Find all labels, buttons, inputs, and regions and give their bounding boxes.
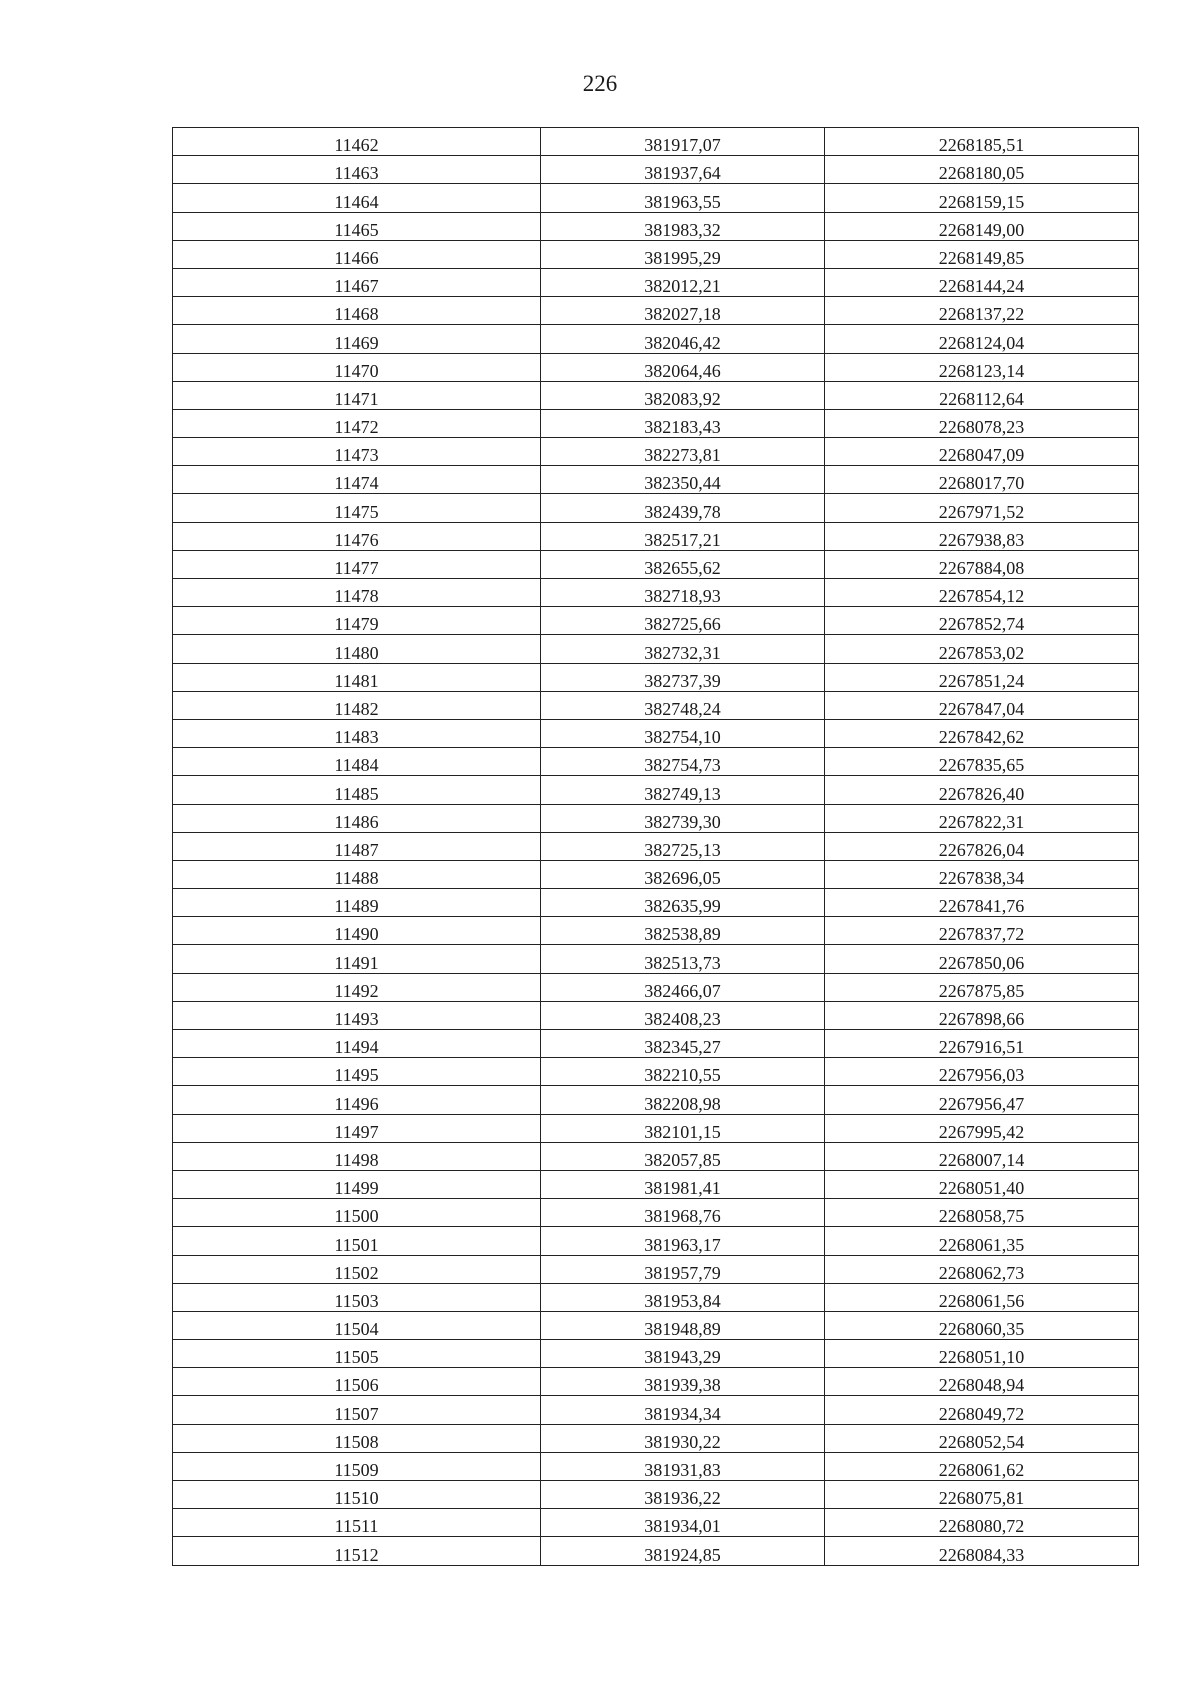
x-coordinate-cell: 382725,66 [541,607,825,635]
y-coordinate-cell: 2268123,14 [825,353,1139,381]
table-row [173,579,1139,607]
x-coordinate-cell: 381963,55 [541,184,825,212]
coordinates-table [172,127,1139,1566]
point-number-cell: 11476 [173,522,541,550]
table-row [173,1255,1139,1283]
y-coordinate-cell: 2267851,24 [825,663,1139,691]
table-row [173,184,1139,212]
x-coordinate-cell: 382655,62 [541,550,825,578]
y-coordinate-cell: 2268017,70 [825,466,1139,494]
x-coordinate-cell: 381931,83 [541,1452,825,1480]
x-coordinate-cell: 382748,24 [541,691,825,719]
table-row [173,663,1139,691]
table-row [173,1086,1139,1114]
x-coordinate-cell: 382064,46 [541,353,825,381]
y-coordinate-cell: 2267898,66 [825,1001,1139,1029]
y-coordinate-cell: 2267916,51 [825,1030,1139,1058]
table-row [173,325,1139,353]
y-coordinate-cell: 2267853,02 [825,635,1139,663]
table-row [173,691,1139,719]
x-coordinate-cell: 382083,92 [541,381,825,409]
table-row [173,804,1139,832]
table-row [173,1509,1139,1537]
point-number-cell: 11512 [173,1537,541,1565]
y-coordinate-cell: 2267822,31 [825,804,1139,832]
y-coordinate-cell: 2267854,12 [825,579,1139,607]
point-number-cell: 11500 [173,1199,541,1227]
y-coordinate-cell: 2267838,34 [825,860,1139,888]
table-row [173,1396,1139,1424]
point-number-cell: 11468 [173,297,541,325]
y-coordinate-cell: 2268047,09 [825,438,1139,466]
point-number-cell: 11510 [173,1481,541,1509]
y-coordinate-cell: 2268061,35 [825,1227,1139,1255]
x-coordinate-cell: 382739,30 [541,804,825,832]
x-coordinate-cell: 382210,55 [541,1058,825,1086]
x-coordinate-cell: 382101,15 [541,1114,825,1142]
table-row [173,1170,1139,1198]
table-row [173,466,1139,494]
x-coordinate-cell: 382696,05 [541,860,825,888]
point-number-cell: 11471 [173,381,541,409]
point-number-cell: 11503 [173,1283,541,1311]
y-coordinate-cell: 2268149,85 [825,240,1139,268]
y-coordinate-cell: 2267826,40 [825,776,1139,804]
y-coordinate-cell: 2267875,85 [825,973,1139,1001]
x-coordinate-cell: 381924,85 [541,1537,825,1565]
point-number-cell: 11462 [173,128,541,156]
coordinates-table-body [173,128,1139,1566]
y-coordinate-cell: 2268060,35 [825,1311,1139,1339]
point-number-cell: 11491 [173,945,541,973]
table-row [173,240,1139,268]
table-row [173,438,1139,466]
y-coordinate-cell: 2267842,62 [825,719,1139,747]
y-coordinate-cell: 2267852,74 [825,607,1139,635]
y-coordinate-cell: 2268007,14 [825,1142,1139,1170]
x-coordinate-cell: 381930,22 [541,1424,825,1452]
x-coordinate-cell: 382057,85 [541,1142,825,1170]
table-row [173,860,1139,888]
y-coordinate-cell: 2268062,73 [825,1255,1139,1283]
x-coordinate-cell: 382635,99 [541,889,825,917]
y-coordinate-cell: 2267826,04 [825,832,1139,860]
table-row [173,268,1139,296]
point-number-cell: 11477 [173,550,541,578]
point-number-cell: 11508 [173,1424,541,1452]
point-number-cell: 11469 [173,325,541,353]
table-row [173,1283,1139,1311]
table-row [173,1227,1139,1255]
point-number-cell: 11490 [173,917,541,945]
x-coordinate-cell: 382027,18 [541,297,825,325]
point-number-cell: 11486 [173,804,541,832]
x-coordinate-cell: 382408,23 [541,1001,825,1029]
point-number-cell: 11482 [173,691,541,719]
table-row [173,1481,1139,1509]
y-coordinate-cell: 2268052,54 [825,1424,1139,1452]
point-number-cell: 11484 [173,748,541,776]
x-coordinate-cell: 381981,41 [541,1170,825,1198]
y-coordinate-cell: 2267837,72 [825,917,1139,945]
x-coordinate-cell: 382718,93 [541,579,825,607]
y-coordinate-cell: 2268051,10 [825,1340,1139,1368]
x-coordinate-cell: 381983,32 [541,212,825,240]
point-number-cell: 11483 [173,719,541,747]
point-number-cell: 11498 [173,1142,541,1170]
point-number-cell: 11488 [173,860,541,888]
x-coordinate-cell: 382513,73 [541,945,825,973]
page-number: 226 [582,71,618,96]
y-coordinate-cell: 2268180,05 [825,156,1139,184]
point-number-cell: 11470 [173,353,541,381]
table-row [173,1424,1139,1452]
x-coordinate-cell: 382466,07 [541,973,825,1001]
table-row [173,353,1139,381]
x-coordinate-cell: 381917,07 [541,128,825,156]
x-coordinate-cell: 382538,89 [541,917,825,945]
point-number-cell: 11465 [173,212,541,240]
table-row [173,1114,1139,1142]
y-coordinate-cell: 2268124,04 [825,325,1139,353]
point-number-cell: 11511 [173,1509,541,1537]
x-coordinate-cell: 381939,38 [541,1368,825,1396]
y-coordinate-cell: 2268078,23 [825,409,1139,437]
y-coordinate-cell: 2267884,08 [825,550,1139,578]
y-coordinate-cell: 2267956,03 [825,1058,1139,1086]
y-coordinate-cell: 2267995,42 [825,1114,1139,1142]
table-row [173,748,1139,776]
x-coordinate-cell: 382208,98 [541,1086,825,1114]
x-coordinate-cell: 382517,21 [541,522,825,550]
y-coordinate-cell: 2268112,64 [825,381,1139,409]
table-row [173,607,1139,635]
point-number-cell: 11480 [173,635,541,663]
point-number-cell: 11466 [173,240,541,268]
y-coordinate-cell: 2268048,94 [825,1368,1139,1396]
point-number-cell: 11499 [173,1170,541,1198]
x-coordinate-cell: 382012,21 [541,268,825,296]
table-row [173,550,1139,578]
table-row [173,1058,1139,1086]
x-coordinate-cell: 381948,89 [541,1311,825,1339]
table-row [173,1030,1139,1058]
point-number-cell: 11467 [173,268,541,296]
x-coordinate-cell: 382732,31 [541,635,825,663]
table-row [173,381,1139,409]
point-number-cell: 11504 [173,1311,541,1339]
x-coordinate-cell: 382345,27 [541,1030,825,1058]
y-coordinate-cell: 2268080,72 [825,1509,1139,1537]
point-number-cell: 11475 [173,494,541,522]
table-row [173,1199,1139,1227]
point-number-cell: 11507 [173,1396,541,1424]
x-coordinate-cell: 381995,29 [541,240,825,268]
table-row [173,212,1139,240]
x-coordinate-cell: 382273,81 [541,438,825,466]
x-coordinate-cell: 382754,73 [541,748,825,776]
y-coordinate-cell: 2268049,72 [825,1396,1139,1424]
x-coordinate-cell: 382183,43 [541,409,825,437]
point-number-cell: 11474 [173,466,541,494]
point-number-cell: 11463 [173,156,541,184]
table-row [173,917,1139,945]
table-row [173,297,1139,325]
table-row [173,973,1139,1001]
y-coordinate-cell: 2268137,22 [825,297,1139,325]
point-number-cell: 11501 [173,1227,541,1255]
point-number-cell: 11506 [173,1368,541,1396]
point-number-cell: 11473 [173,438,541,466]
y-coordinate-cell: 2268084,33 [825,1537,1139,1565]
x-coordinate-cell: 382754,10 [541,719,825,747]
table-row [173,635,1139,663]
y-coordinate-cell: 2268149,00 [825,212,1139,240]
y-coordinate-cell: 2267835,65 [825,748,1139,776]
point-number-cell: 11495 [173,1058,541,1086]
y-coordinate-cell: 2267850,06 [825,945,1139,973]
y-coordinate-cell: 2267938,83 [825,522,1139,550]
x-coordinate-cell: 382749,13 [541,776,825,804]
table-row [173,156,1139,184]
point-number-cell: 11464 [173,184,541,212]
y-coordinate-cell: 2268159,15 [825,184,1139,212]
y-coordinate-cell: 2268075,81 [825,1481,1139,1509]
x-coordinate-cell: 381963,17 [541,1227,825,1255]
point-number-cell: 11485 [173,776,541,804]
table-row [173,1340,1139,1368]
y-coordinate-cell: 2268144,24 [825,268,1139,296]
point-number-cell: 11502 [173,1255,541,1283]
x-coordinate-cell: 382725,13 [541,832,825,860]
table-row [173,832,1139,860]
x-coordinate-cell: 381934,34 [541,1396,825,1424]
table-row [173,889,1139,917]
point-number-cell: 11487 [173,832,541,860]
y-coordinate-cell: 2267847,04 [825,691,1139,719]
x-coordinate-cell: 381934,01 [541,1509,825,1537]
x-coordinate-cell: 382046,42 [541,325,825,353]
table-row [173,409,1139,437]
x-coordinate-cell: 382737,39 [541,663,825,691]
y-coordinate-cell: 2268061,62 [825,1452,1139,1480]
point-number-cell: 11492 [173,973,541,1001]
point-number-cell: 11496 [173,1086,541,1114]
x-coordinate-cell: 381968,76 [541,1199,825,1227]
table-row [173,128,1139,156]
table-row [173,1311,1139,1339]
x-coordinate-cell: 381953,84 [541,1283,825,1311]
table-row [173,1452,1139,1480]
table-row [173,719,1139,747]
table-row [173,494,1139,522]
table-row [173,1142,1139,1170]
x-coordinate-cell: 381957,79 [541,1255,825,1283]
point-number-cell: 11494 [173,1030,541,1058]
table-row [173,1537,1139,1565]
x-coordinate-cell: 381937,64 [541,156,825,184]
x-coordinate-cell: 381943,29 [541,1340,825,1368]
y-coordinate-cell: 2268058,75 [825,1199,1139,1227]
y-coordinate-cell: 2267971,52 [825,494,1139,522]
table-row [173,1368,1139,1396]
table-row [173,1001,1139,1029]
table-row [173,522,1139,550]
x-coordinate-cell: 381936,22 [541,1481,825,1509]
y-coordinate-cell: 2268185,51 [825,128,1139,156]
point-number-cell: 11497 [173,1114,541,1142]
point-number-cell: 11493 [173,1001,541,1029]
point-number-cell: 11505 [173,1340,541,1368]
x-coordinate-cell: 382439,78 [541,494,825,522]
point-number-cell: 11489 [173,889,541,917]
x-coordinate-cell: 382350,44 [541,466,825,494]
point-number-cell: 11472 [173,409,541,437]
point-number-cell: 11509 [173,1452,541,1480]
y-coordinate-cell: 2268061,56 [825,1283,1139,1311]
point-number-cell: 11481 [173,663,541,691]
y-coordinate-cell: 2267841,76 [825,889,1139,917]
table-row [173,945,1139,973]
point-number-cell: 11478 [173,579,541,607]
y-coordinate-cell: 2268051,40 [825,1170,1139,1198]
table-row [173,776,1139,804]
point-number-cell: 11479 [173,607,541,635]
y-coordinate-cell: 2267956,47 [825,1086,1139,1114]
